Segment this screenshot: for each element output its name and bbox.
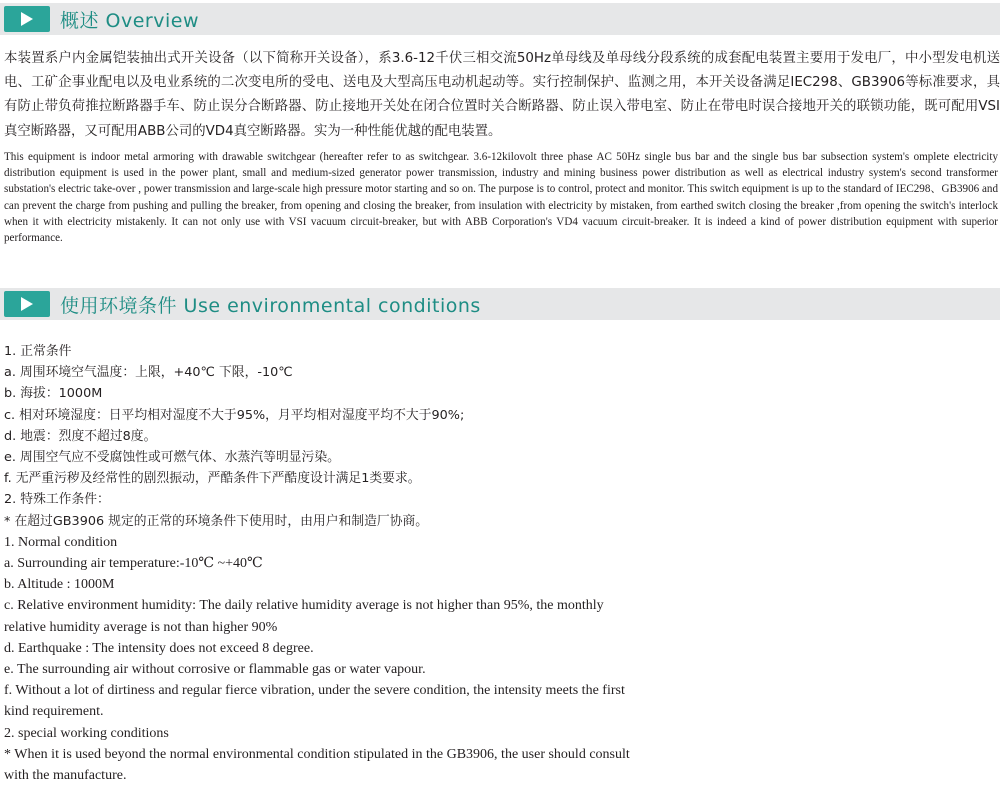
overview-header	[0, 3, 1000, 35]
condition-line: f. Without a lot of dirtiness and regular fierce vibration, under the severe condition, the intensity meets the first	[4, 683, 625, 699]
condition-line: 1. Normal condition	[4, 534, 118, 550]
condition-line: f. 无严重污秽及经常性的剧烈振动，严酷条件下严酷度设计满足1类要求。	[4, 471, 421, 487]
condition-line: with the manufacture.	[4, 768, 127, 784]
condition-line: 1. 正常条件	[4, 344, 72, 359]
play-icon	[4, 6, 50, 32]
condition-line: d. Earthquake : The intensity does not exceed 8 degree.	[4, 640, 314, 656]
condition-line: kind requirement.	[4, 704, 104, 720]
condition-line: a. Surrounding air temperature:-10℃ ~+40℃	[4, 556, 263, 572]
condition-line: d. 地震：烈度不超过8度。	[4, 428, 157, 444]
condition-line: b. 海拔：1000M	[4, 386, 103, 402]
condition-line: 2. 特殊工作条件：	[4, 492, 110, 508]
overview-english-paragraph: This equipment is indoor metal armoring with drawable switchgear (hereafter refer to as switchgear. 3.6-12kilovolt three phase AC 50Hz single bus bar and the single bus bar subsection system's omplete electricity distribution equipment is used in the power plant, small and medium-sized generator power transmission, industry and mining business power distribution as well as electrical industry system's second transformer substation's electric take-over , power transmission and large-scale high pressure motor starting and so on. The purpose is to control, protect and monitor. This switch equipment is up to the standard of IEC298、GB3906 and can prevent the charge from pushing and pulling the breaker, from opening and closing the breaker, from insulation with electricity by mistaken, from earthed switch closing the breaker ,from opening the switch's interlock when it with electricity mistakenly. It can not only use with VSI vacuum circuit-breaker, but with ABB Corporation's VD4 vacuum circuit-breaker. It is indeed a kind of power distribution equipment with superior performance.	[4, 151, 998, 245]
conditions-list	[4, 341, 704, 786]
condition-line: b. Altitude : 1000M	[4, 577, 115, 593]
condition-line: a. 周围环境空气温度：上限，+40℃ 下限，-10℃	[4, 365, 293, 381]
condition-line: 2. special working conditions	[4, 725, 169, 741]
condition-line: c. Relative environment humidity: The daily relative humidity average is not higher than 95%, the monthly	[4, 598, 604, 614]
play-icon	[4, 291, 50, 317]
condition-line: e. The surrounding air without corrosive or flammable gas or water vapour.	[4, 662, 426, 678]
overview-title: 概述 Overview	[60, 9, 199, 32]
condition-line: * 在超过GB3906 规定的正常的环境条件下使用时，由用户和制造厂协商。	[4, 513, 429, 529]
conditions-header	[0, 288, 1000, 320]
condition-line: * When it is used beyond the normal environmental condition stipulated in the GB3906, the user should consult	[4, 746, 630, 762]
condition-line: e. 周围空气应不受腐蚀性或可燃气体、水蒸汽等明显污染。	[4, 450, 340, 466]
condition-line: relative humidity average is not than higher 90%	[4, 619, 278, 635]
condition-line: c. 相对环境湿度：日平均相对湿度不大于95%，月平均相对湿度平均不大于90%;	[4, 407, 465, 423]
conditions-title: 使用环境条件 Use environmental conditions	[60, 294, 481, 317]
overview-chinese-paragraph: 本装置系户内金属铠装抽出式开关设备（以下简称开关设备），系3.6-12千伏三相交流50Hz单母线及单母线分段系统的成套配电装置主要用于发电厂，中小型发电机送电、工矿企事业配电以及电业系统的二次变电所的受电、送电及大型高压电动机起动等。实行控制保护、监测之用，本开关设备满足IEC298、GB3906等标准要求，具有防止带负荷推拉断路器手车、防止误分合断路器、防止接地开关处在闭合位置时关合断路器、防止误入带电室、防止在带电时误合接地开关的联锁功能，既可配用VSI真空断路器，又可配用ABB公司的VD4真空断路器。实为一种性能优越的配电装置。	[4, 51, 1000, 139]
